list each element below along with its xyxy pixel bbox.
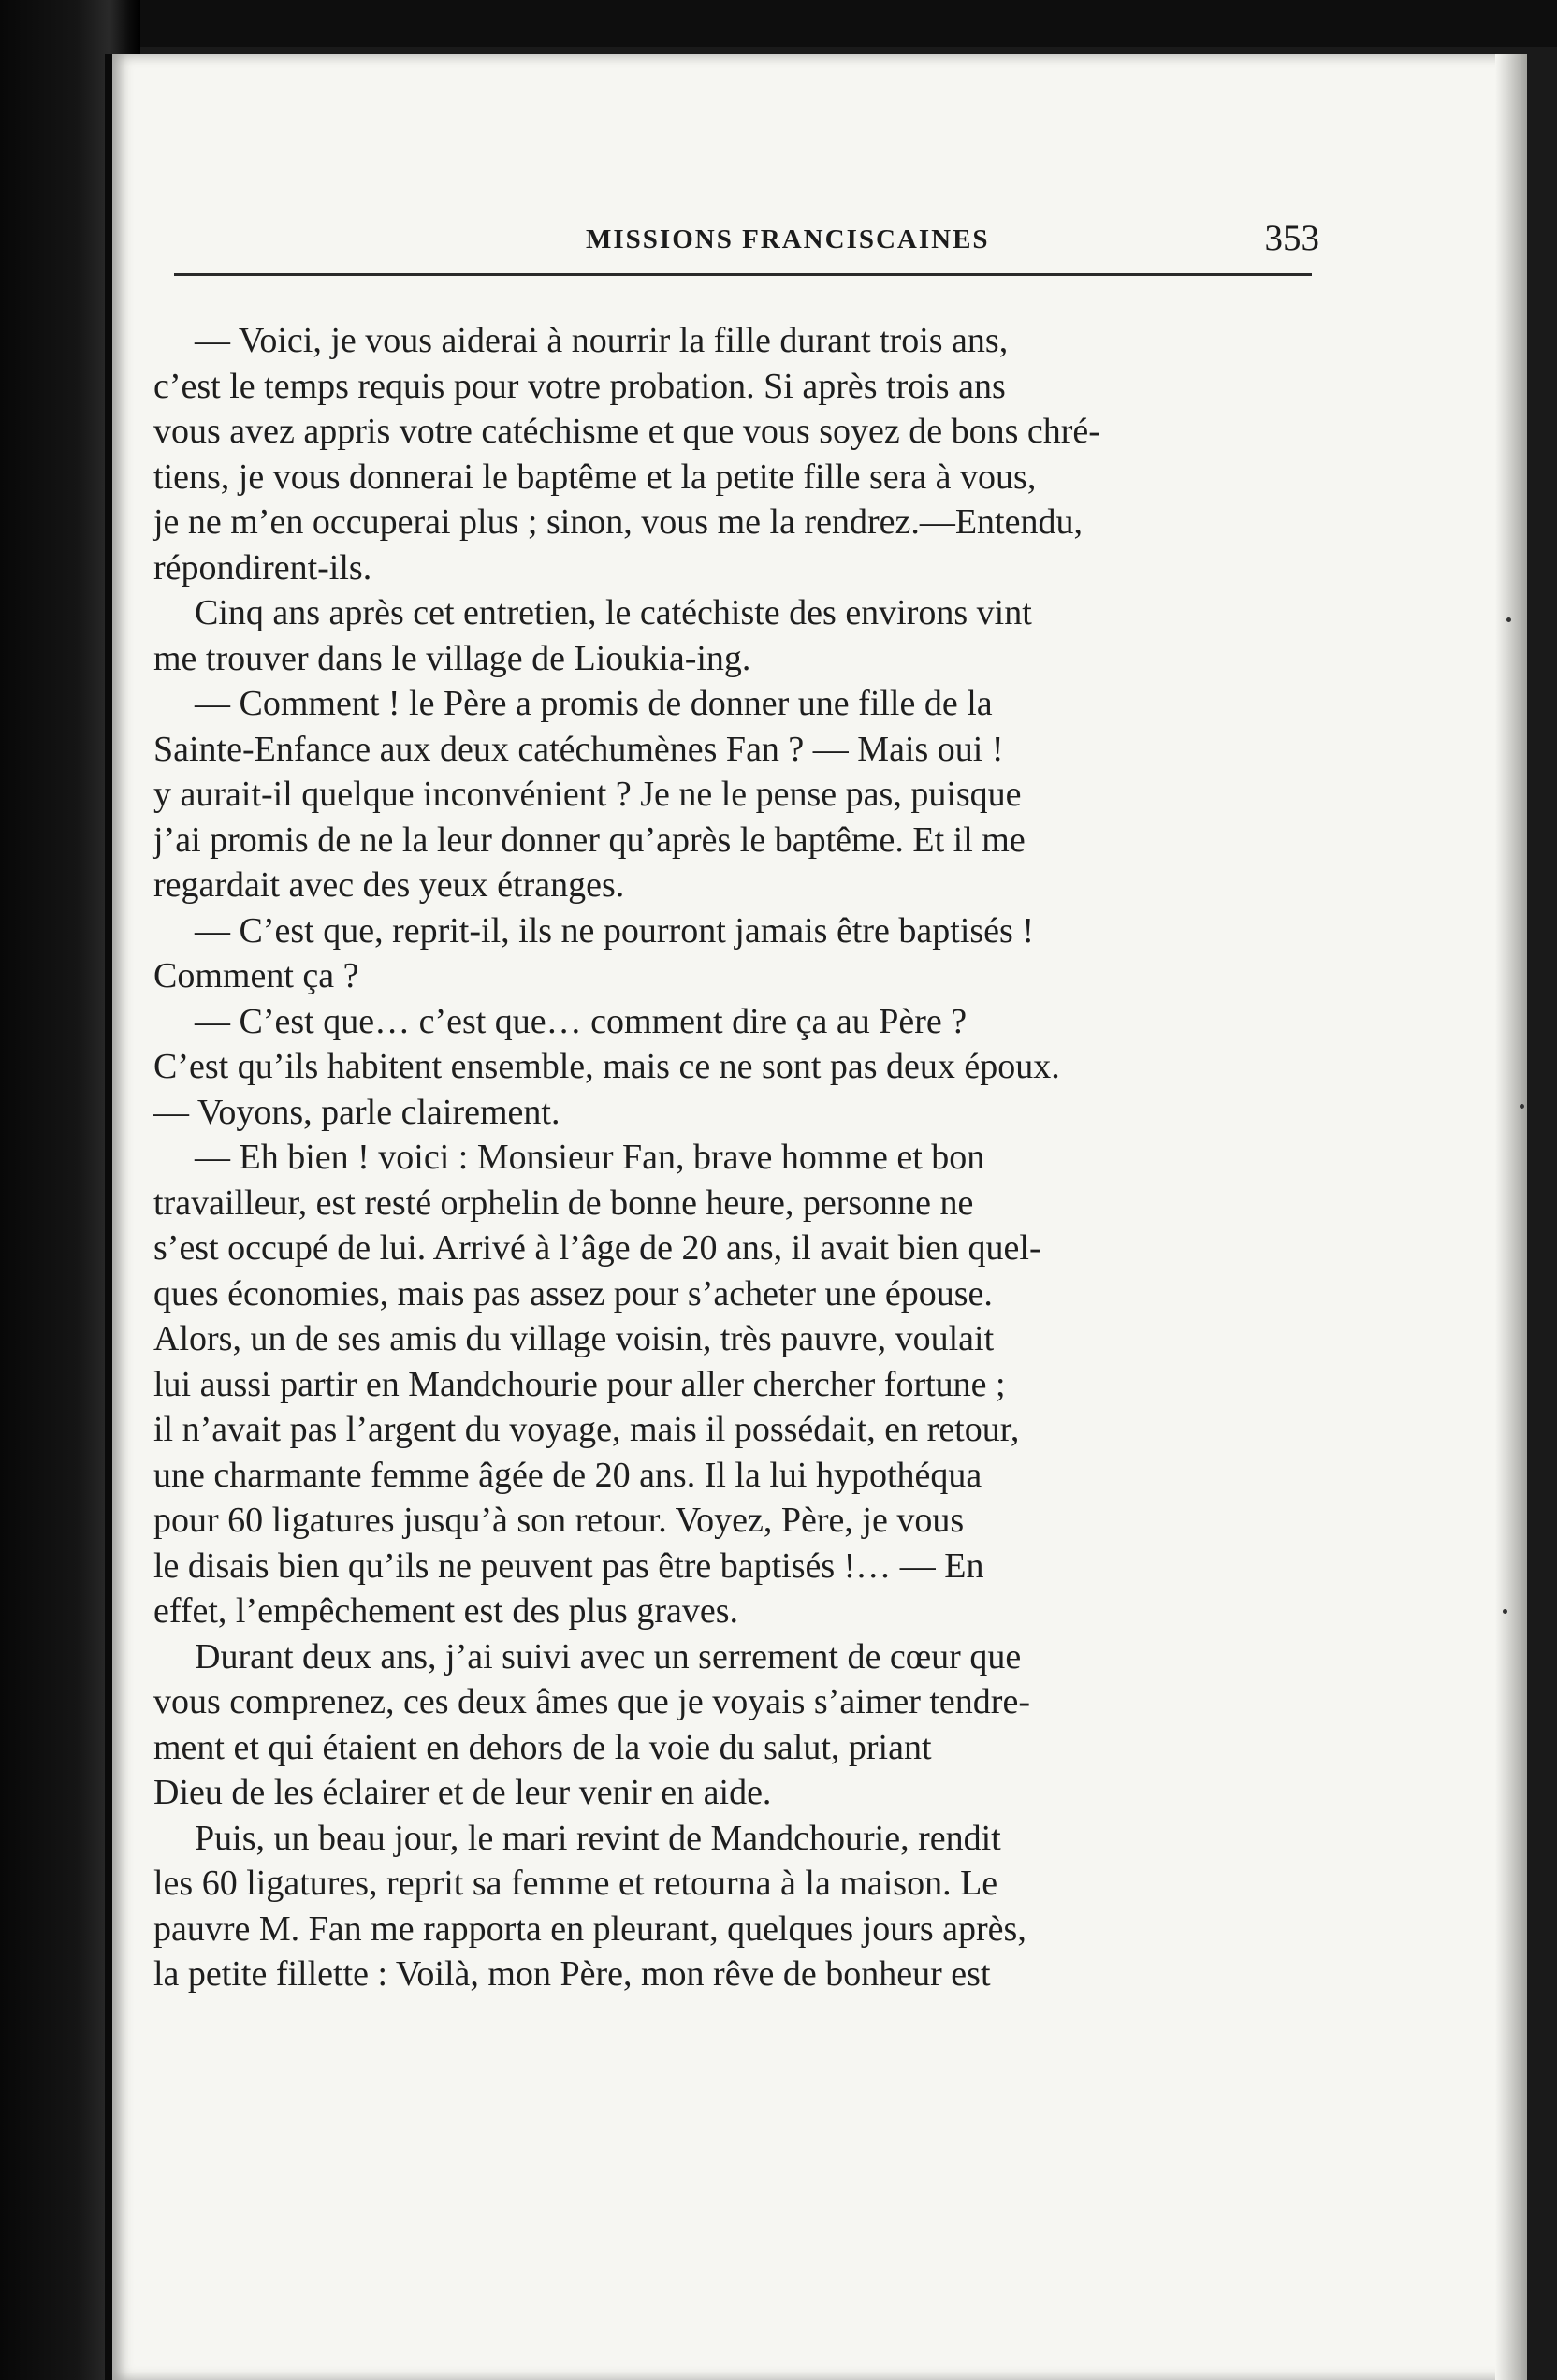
text-line: vous avez appris votre catéchisme et que vous soyez de bons chré-	[153, 412, 1100, 451]
text-line: lui aussi partir en Mandchourie pour aller chercher fortune ;	[153, 1364, 1006, 1404]
text-line: pauvre M. Fan me rapporta en pleurant, quelques jours après,	[153, 1908, 1026, 1949]
text-line: j’ai promis de ne la leur donner qu’après le baptême. Et il me	[153, 820, 1026, 860]
text-line: c’est le temps requis pour votre probation. Si après trois ans	[153, 366, 1006, 406]
text-line: les 60 ligatures, reprit sa femme et retourna à la maison. Le	[153, 1864, 998, 1903]
text-line: travailleur, est resté orphelin de bonne heure, personne ne	[153, 1183, 974, 1223]
text-line: ment et qui étaient en dehors de la voie du salut, priant	[153, 1727, 932, 1767]
page-edge-shadow	[1495, 54, 1527, 2380]
header-rule	[174, 273, 1312, 276]
running-head	[243, 217, 1319, 273]
scan-speck	[1520, 1104, 1524, 1109]
text-line: — Eh bien ! voici : Monsieur Fan, brave homme et bon	[195, 1138, 985, 1177]
text-line: vous comprenez, ces deux âmes que je voyais s’aimer tendre-	[153, 1682, 1030, 1721]
text-line: C’est qu’ils habitent ensemble, mais ce ne sont pas deux époux.	[153, 1047, 1060, 1086]
text-line: le disais bien qu’ils ne peuvent pas être baptisés !… — En	[153, 1546, 984, 1586]
text-line: Cinq ans après cet entretien, le catéchiste des environs vint	[195, 593, 1032, 632]
text-line: — C’est que… c’est que… comment dire ça au Père ?	[195, 1001, 968, 1041]
text-line: y aurait-il quelque inconvénient ? Je ne le pense pas, puisque	[153, 775, 1022, 814]
body-text	[153, 318, 1314, 1997]
text-line: me trouver dans le village de Lioukia-ing.	[153, 638, 751, 678]
text-line: répondirent-ils.	[153, 547, 372, 588]
text-line: je ne m’en occuperai plus ; sinon, vous me la rendrez.—Entendu,	[153, 502, 1083, 542]
text-line: s’est occupé de lui. Arrivé à l’âge de 20 ans, il avait bien quel-	[153, 1228, 1041, 1268]
text-line: — Voyons, parle clairement.	[153, 1092, 560, 1132]
text-line: il n’avait pas l’argent du voyage, mais il possédait, en retour,	[153, 1410, 1020, 1449]
scan-speck	[1506, 617, 1511, 622]
scan-top-border	[0, 0, 1557, 47]
text-line: tiens, je vous donnerai le baptême et la petite fille sera à vous,	[153, 457, 1037, 497]
text-line: ques économies, mais pas assez pour s’acheter une épouse.	[153, 1273, 993, 1313]
text-line: pour 60 ligatures jusqu’à son retour. Voyez, Père, je vous	[153, 1501, 965, 1540]
text-line: Comment ça ?	[153, 956, 359, 995]
text-line: — Voici, je vous aiderai à nourrir la fille durant trois ans,	[195, 321, 1009, 360]
page-number: 353	[1264, 218, 1319, 258]
text-line: regardait avec des yeux étranges.	[153, 865, 625, 905]
text-line: Dieu de les éclairer et de leur venir en aide.	[153, 1773, 772, 1812]
text-line: Durant deux ans, j’ai suivi avec un serrement de cœur que	[195, 1636, 1022, 1676]
text-line: Sainte-Enfance aux deux catéchumènes Fan ? — Mais oui !	[153, 729, 1004, 769]
text-line: la petite fillette : Voilà, mon Père, mon rêve de bonheur est	[153, 1954, 991, 1994]
text-line: Alors, un de ses amis du village voisin, très pauvre, voulait	[153, 1319, 995, 1358]
text-line: une charmante femme âgée de 20 ans. Il la lui hypothéqua	[153, 1455, 982, 1495]
text-line: — C’est que, reprit-il, ils ne pourront jamais être baptisés !	[195, 910, 1034, 951]
text-line: — Comment ! le Père a promis de donner une fille de la	[195, 684, 993, 723]
text-line: effet, l’empêchement est des plus graves.	[153, 1591, 739, 1631]
text-line: Puis, un beau jour, le mari revint de Mandchourie, rendit	[195, 1818, 1001, 1858]
running-title: MISSIONS FRANCISCAINES	[586, 225, 990, 254]
scan-speck	[1503, 1609, 1507, 1614]
